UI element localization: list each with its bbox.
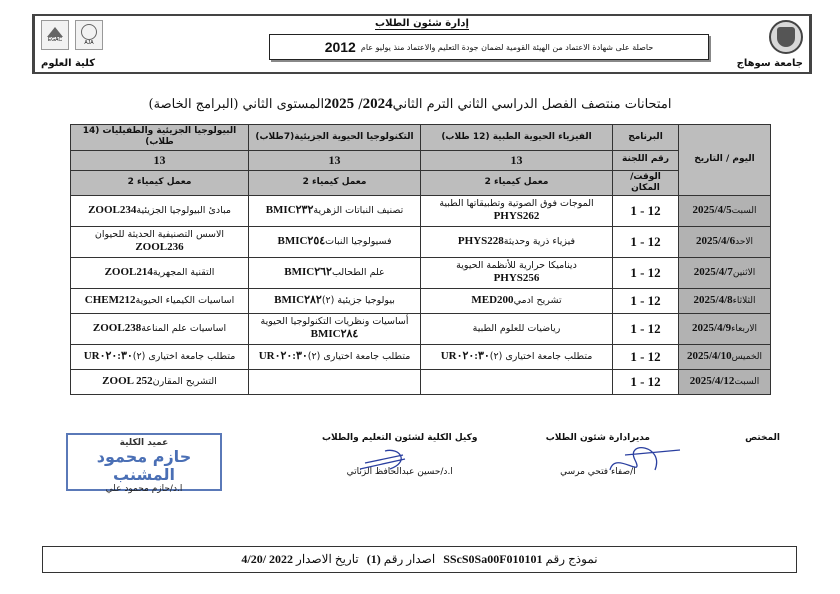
issue-date: تاريخ الاصدار 2022 /4/20 [241,552,359,566]
aja-certification-logo-icon: AJA [75,20,103,50]
dean-stamp-name: حازم محمود المشنب [96,447,192,484]
day-date-cell: السبت2025/4/5 [679,196,771,227]
university-name: جامعة سوهاج [736,58,803,69]
exam-schedule-table [70,124,771,395]
course-cell: اساسيات الكيمياء الحيويةCHEM212 [71,289,249,314]
form-footer [42,546,797,573]
exam-place: معمل كيمياء 2 [421,170,613,196]
schedule-row [71,196,771,227]
day-date-cell: الثلاثاء2025/4/8 [679,289,771,314]
course-cell: التقنية المجهريةZOOL214 [71,258,249,289]
course-cell [249,370,421,395]
issue-number: اصدار رقم (1) [366,552,436,566]
faculty-name: كلية العلوم [41,58,96,69]
schedule-row [71,314,771,345]
day-date-cell: السبت2025/4/12 [679,370,771,395]
course-cell: متطلب جامعة اختيارى (٢)UR٠٢٠:٣٠ [249,345,421,370]
program-header: الفيزياء الحيوية الطبية (12 طلاب) [421,125,613,151]
course-cell: الموجات فوق الصوتية وتطبيقاتها الطبية PHYS262 [421,196,613,227]
day-date-cell: الخميس2025/4/10 [679,345,771,370]
exam-time-cell: 1 - 12 [613,370,679,395]
director-name: ا/صفاء فتحي مرسي [560,467,636,477]
program-label: البرنامج [613,125,679,151]
director-title: مديرادارة شئون الطلاب [545,433,650,443]
vice-dean-signature-scribble-icon [355,447,415,475]
specialist-title: المختص [745,433,780,443]
egac-accreditation-logo-icon: EGAC [41,20,69,50]
day-date-header: اليوم / التاريخ [679,125,771,196]
schedule-row [71,289,771,314]
accreditation-box [269,34,709,60]
table-header-row [71,125,771,151]
course-cell: علم الطحالبBMIC٢٦٢ [249,258,421,289]
committee-label: رقم اللجنة [613,150,679,170]
vice-dean-name: ا.د/حسين عبدالحافظ الزناتي [346,467,453,477]
program-header: البيولوجيا الجزيئية والطفيليات (14 طلاب) [71,125,249,151]
schedule-row [71,258,771,289]
day-date-cell: الاحد2025/4/6 [679,227,771,258]
exam-place: معمل كيمياء 2 [71,170,249,196]
exam-time-cell: 1 - 12 [613,289,679,314]
director-signature-scribble-icon [605,440,685,480]
course-cell: التشريح المقارنZOOL 252 [71,370,249,395]
dean-stamp [66,433,222,494]
course-cell: بيولوجيا جزيئية (٢)BMIC٢٨٢ [249,289,421,314]
schedule-row [71,227,771,258]
exam-place: معمل كيمياء 2 [249,170,421,196]
course-cell: فسيولوجيا النباتBMIC٢٥٤ [249,227,421,258]
certification-logos [41,20,103,50]
course-cell: ديناميكا حرارية للأنظمة الحيوية PHYS256 [421,258,613,289]
course-cell: متطلب جامعة اختيارى (٢)UR٠٢٠:٣٠ [71,345,249,370]
dean-name: ا.د/حازم محمود علي [105,484,183,494]
exam-time-cell: 1 - 12 [613,345,679,370]
accreditation-text: حاصلة على شهادة الاعتماد من الهيئة القومية لضمان جودة التعليم والاعتماد منذ يوليو عام [360,42,654,52]
department-title: إدارة شئون الطلاب [375,18,469,29]
page-title: امتحانات منتصف الفصل الدراسي الثاني الترم الثاني2024/ 2025المستوى الثاني (البرامج الخاصة) [148,96,672,112]
schedule-row [71,370,771,395]
course-cell: أساسيات ونظريات التكنولوجيا الحيوية BMIC٢٨٤ [249,314,421,345]
vice-dean-title: وكيل الكلية لشئون التعليم والطلاب [322,433,478,443]
course-cell: متطلب جامعة اختيارى (٢)UR٠٢٠:٣٠ [421,345,613,370]
dean-title: عميد الكلية [119,438,169,448]
exam-time-cell: 1 - 12 [613,227,679,258]
course-cell: تصنيف النباتات الزهريةBMIC٢٣٢ [249,196,421,227]
accreditation-year: 2012 [324,39,356,55]
course-cell: مبادئ البيولوجيا الجزيئيةZOOL234 [71,196,249,227]
exam-time-cell: 1 - 12 [613,196,679,227]
course-cell: تشريح ادميMED200 [421,289,613,314]
exam-time-cell: 1 - 12 [613,314,679,345]
schedule-row [71,345,771,370]
course-cell [421,370,613,395]
committee-row [71,150,771,170]
time-place-label: الوقت/المكان [613,170,679,196]
committee-number: 13 [421,150,613,170]
place-row [71,170,771,196]
day-date-cell: الاربعاء2025/4/9 [679,314,771,345]
program-header: التكنولوجيا الحيوية الجزيئية(7طلاب) [249,125,421,151]
course-cell: رياضيات للعلوم الطبية [421,314,613,345]
course-cell: اساسيات علم المناعةZOOL238 [71,314,249,345]
specialist-signature [745,433,780,443]
course-cell: فيزياء ذرية وحديثةPHYS228 [421,227,613,258]
form-label: نموذج رقم SScS0Sa00F010101 [443,552,598,566]
committee-number: 13 [249,150,421,170]
course-cell: الاسس التصنيفية الحديثة للحيوان ZOOL236 [71,227,249,258]
day-date-cell: الاثنين2025/4/7 [679,258,771,289]
committee-number: 13 [71,150,249,170]
document-header [32,14,812,74]
exam-time-cell: 1 - 12 [613,258,679,289]
